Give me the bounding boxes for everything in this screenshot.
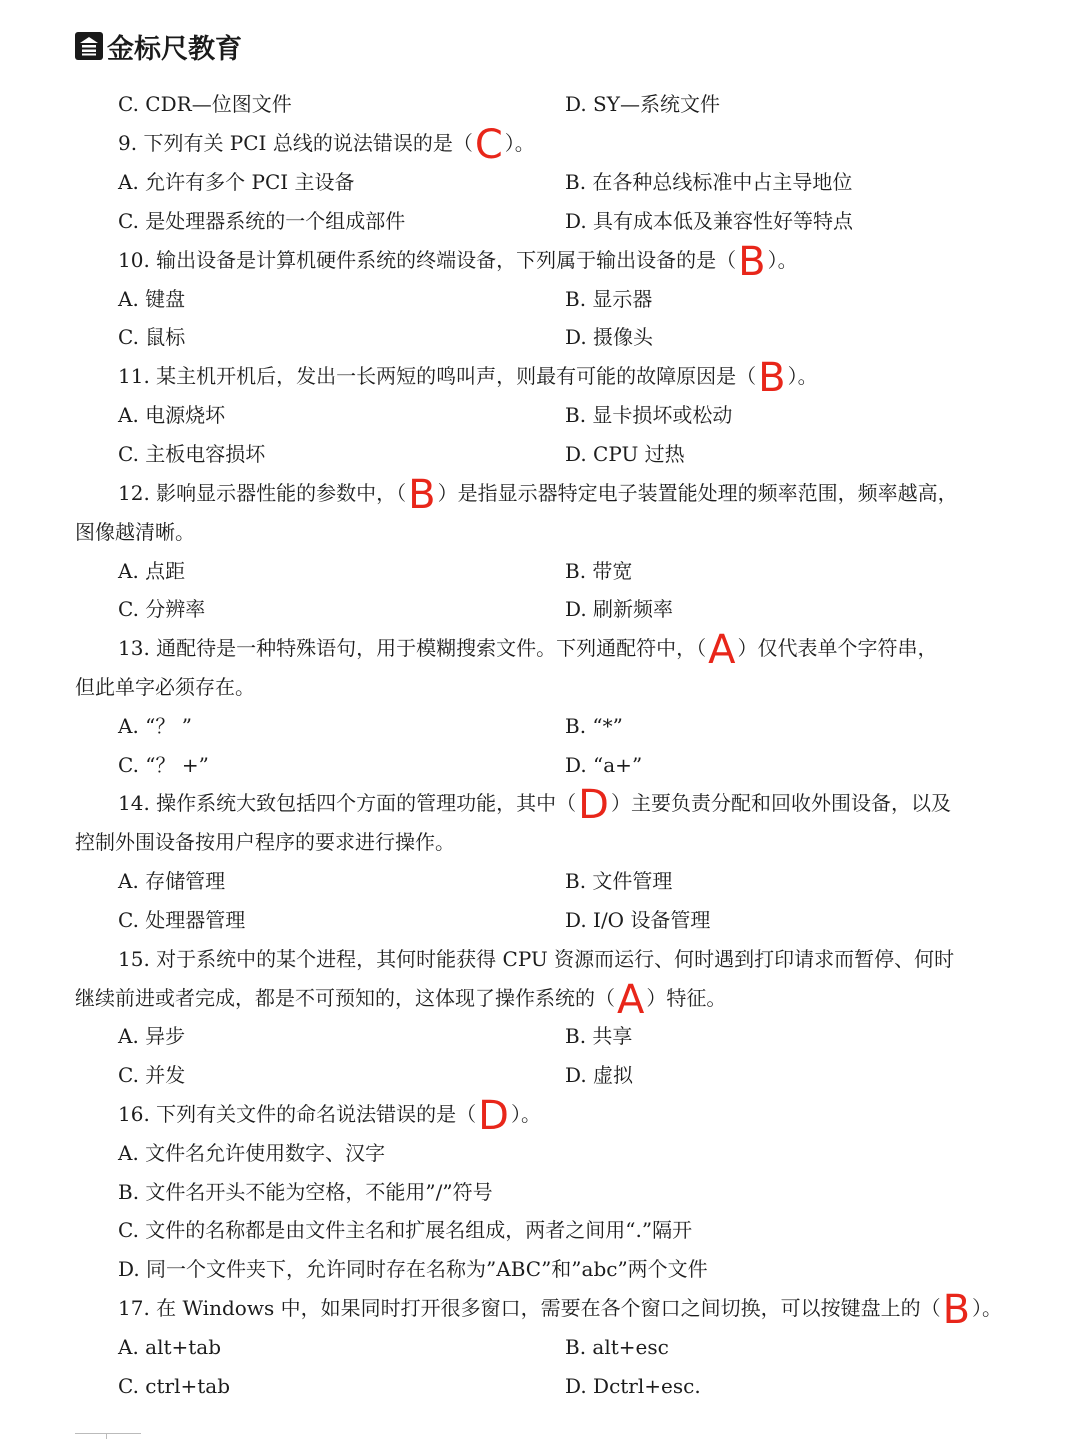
option-a: A. alt+tab bbox=[118, 1335, 222, 1359]
question-17: 17. 在 Windows 中，如果同时打开很多窗口，需要在各个窗口之间切换，可以按键盘上的（B ）。 bbox=[118, 1287, 1003, 1333]
question-11: 11. 某主机开机后，发出一长两短的鸣叫声，则最有可能的故障原因是（B ）。 bbox=[118, 355, 818, 401]
answer-mark: B bbox=[758, 355, 786, 401]
question-13: 13. 通配待是一种特殊语句，用于模糊搜索文件。下列通配符中，（A ）仅代表单个字符串， bbox=[118, 627, 938, 673]
option-d: D. 虚拟 bbox=[565, 1063, 634, 1087]
book-logo-icon bbox=[75, 32, 103, 60]
option-b: B. 带宽 bbox=[565, 559, 633, 583]
option-b: B. 显示器 bbox=[565, 287, 653, 311]
option-a: A. 电源烧坏 bbox=[118, 403, 226, 427]
question-15-continued: 继续前进或者完成，都是不可预知的，这体现了操作系统的（A ）特征。 bbox=[75, 977, 727, 1023]
answer-mark: C bbox=[474, 122, 503, 168]
brand-header bbox=[75, 28, 242, 64]
footer-divider bbox=[75, 1433, 141, 1434]
answer-mark: B bbox=[408, 472, 436, 518]
question-9: 9. 下列有关 PCI 总线的说法错误的是（C ）。 bbox=[118, 122, 535, 168]
brand-name: 金标尺教育 bbox=[107, 33, 242, 65]
option-d: D. 同一个文件夹下，允许同时存在名称为”ABC”和”abc”两个文件 bbox=[118, 1257, 708, 1281]
question-14-continued: 控制外围设备按用户程序的要求进行操作。 bbox=[75, 830, 455, 854]
answer-mark: B bbox=[738, 239, 766, 285]
answer-mark: A bbox=[617, 977, 645, 1023]
question-14: 14. 操作系统大致包括四个方面的管理功能，其中（D ）主要负责分配和回收外围设备，以及 bbox=[118, 782, 951, 828]
option-a: A. 存储管理 bbox=[118, 869, 226, 893]
option-a: A. 异步 bbox=[118, 1024, 186, 1048]
option-c: C. “？ +” bbox=[118, 753, 209, 777]
option-c: C. 并发 bbox=[118, 1063, 186, 1087]
option-b: B. 文件管理 bbox=[565, 869, 673, 893]
option-b: B. alt+esc bbox=[565, 1335, 669, 1359]
question-15: 15. 对于系统中的某个进程，其何时能获得 CPU 资源而运行、何时遇到打印请求而暂停、何时 bbox=[118, 947, 955, 971]
option-d: D. 刷新频率 bbox=[565, 597, 674, 621]
option-d: D. 摄像头 bbox=[565, 325, 654, 349]
option-c: C. CDR—位图文件 bbox=[118, 92, 292, 116]
option-a: A. 允许有多个 PCI 主设备 bbox=[118, 170, 355, 194]
answer-mark: D bbox=[578, 782, 609, 828]
option-b: B. “*” bbox=[565, 714, 623, 738]
option-a: A. “？ ” bbox=[118, 714, 192, 738]
question-16: 16. 下列有关文件的命名说法错误的是（D ）。 bbox=[118, 1093, 541, 1139]
option-b: B. 在各种总线标准中占主导地位 bbox=[565, 170, 853, 194]
option-d: D. “a+” bbox=[565, 753, 643, 777]
answer-mark: D bbox=[478, 1093, 509, 1139]
option-d: D. SY—系统文件 bbox=[565, 92, 720, 116]
option-c: C. 分辨率 bbox=[118, 597, 206, 621]
answer-mark: A bbox=[708, 627, 736, 673]
question-10: 10. 输出设备是计算机硬件系统的终端设备，下列属于输出设备的是（B ）。 bbox=[118, 239, 798, 285]
option-c: C. 文件的名称都是由文件主名和扩展名组成，两者之间用“.”隔开 bbox=[118, 1218, 693, 1242]
option-a: A. 文件名允许使用数字、汉字 bbox=[118, 1141, 386, 1165]
option-d: D. CPU 过热 bbox=[565, 442, 685, 466]
question-12-continued: 图像越清晰。 bbox=[75, 520, 195, 544]
option-b: B. 文件名开头不能为空格，不能用”/”符号 bbox=[118, 1180, 493, 1204]
option-c: C. 主板电容损坏 bbox=[118, 442, 266, 466]
question-12: 12. 影响显示器性能的参数中，（B ）是指显示器特定电子装置能处理的频率范围，频率越高， bbox=[118, 472, 958, 518]
option-c: C. 鼠标 bbox=[118, 325, 186, 349]
option-b: B. 共享 bbox=[565, 1024, 633, 1048]
option-a: A. 点距 bbox=[118, 559, 186, 583]
option-c: C. ctrl+tab bbox=[118, 1374, 231, 1398]
option-c: C. 是处理器系统的一个组成部件 bbox=[118, 209, 406, 233]
option-c: C. 处理器管理 bbox=[118, 908, 246, 932]
option-d: D. 具有成本低及兼容性好等特点 bbox=[565, 209, 854, 233]
option-d: D. I/O 设备管理 bbox=[565, 908, 711, 932]
footer-divider-tick bbox=[106, 1433, 107, 1439]
question-13-continued: 但此单字必须存在。 bbox=[75, 675, 255, 699]
option-b: B. 显卡损坏或松动 bbox=[565, 403, 733, 427]
answer-mark: B bbox=[942, 1287, 971, 1333]
option-d: D. Dctrl+esc. bbox=[565, 1374, 701, 1398]
option-a: A. 键盘 bbox=[118, 287, 186, 311]
